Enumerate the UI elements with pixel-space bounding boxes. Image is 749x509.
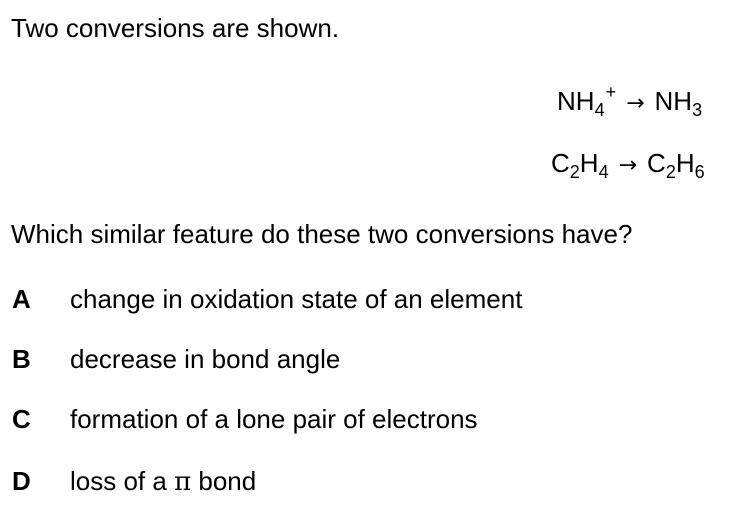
reaction-arrow-icon: → <box>618 153 638 178</box>
option-d-text-after: bond <box>191 466 257 496</box>
pi-symbol: π <box>174 467 192 497</box>
reactant-subscript: 4 <box>594 100 605 120</box>
option-a-letter[interactable]: A <box>12 284 31 314</box>
option-a-text[interactable]: change in oxidation state of an element <box>70 284 523 314</box>
option-d-letter[interactable]: D <box>12 466 31 496</box>
option-c-text[interactable]: formation of a lone pair of electrons <box>70 404 478 434</box>
reactant-charge: + <box>605 82 617 102</box>
product-hydrogen: H <box>675 148 695 178</box>
option-b-letter[interactable]: B <box>12 344 31 374</box>
option-d-text[interactable] <box>70 466 256 497</box>
reaction-arrow-icon: → <box>626 91 645 116</box>
product-carbon: C <box>647 148 666 178</box>
reactant-carbon: C <box>551 148 570 178</box>
question-text: Which similar feature do these two conversions have? <box>11 219 633 249</box>
product-subscript: 3 <box>692 100 703 120</box>
option-d-text-before: loss of a <box>70 466 175 496</box>
reactant-carbon-subscript: 2 <box>569 162 580 182</box>
reactant-hydrogen-subscript: 4 <box>598 162 609 182</box>
product-carbon-subscript: 2 <box>665 162 676 182</box>
option-c-letter[interactable]: C <box>12 404 31 434</box>
intro-text: Two conversions are shown. <box>11 13 340 43</box>
product-symbol: NH <box>654 86 693 116</box>
product-hydrogen-subscript: 6 <box>694 162 705 182</box>
reactant-symbol: NH <box>557 86 595 116</box>
reactant-hydrogen: H <box>579 148 599 178</box>
equation-ethene-to-ethane <box>551 148 705 181</box>
option-b-text[interactable]: decrease in bond angle <box>70 344 341 374</box>
equation-ammonium-to-ammonia <box>557 82 703 120</box>
